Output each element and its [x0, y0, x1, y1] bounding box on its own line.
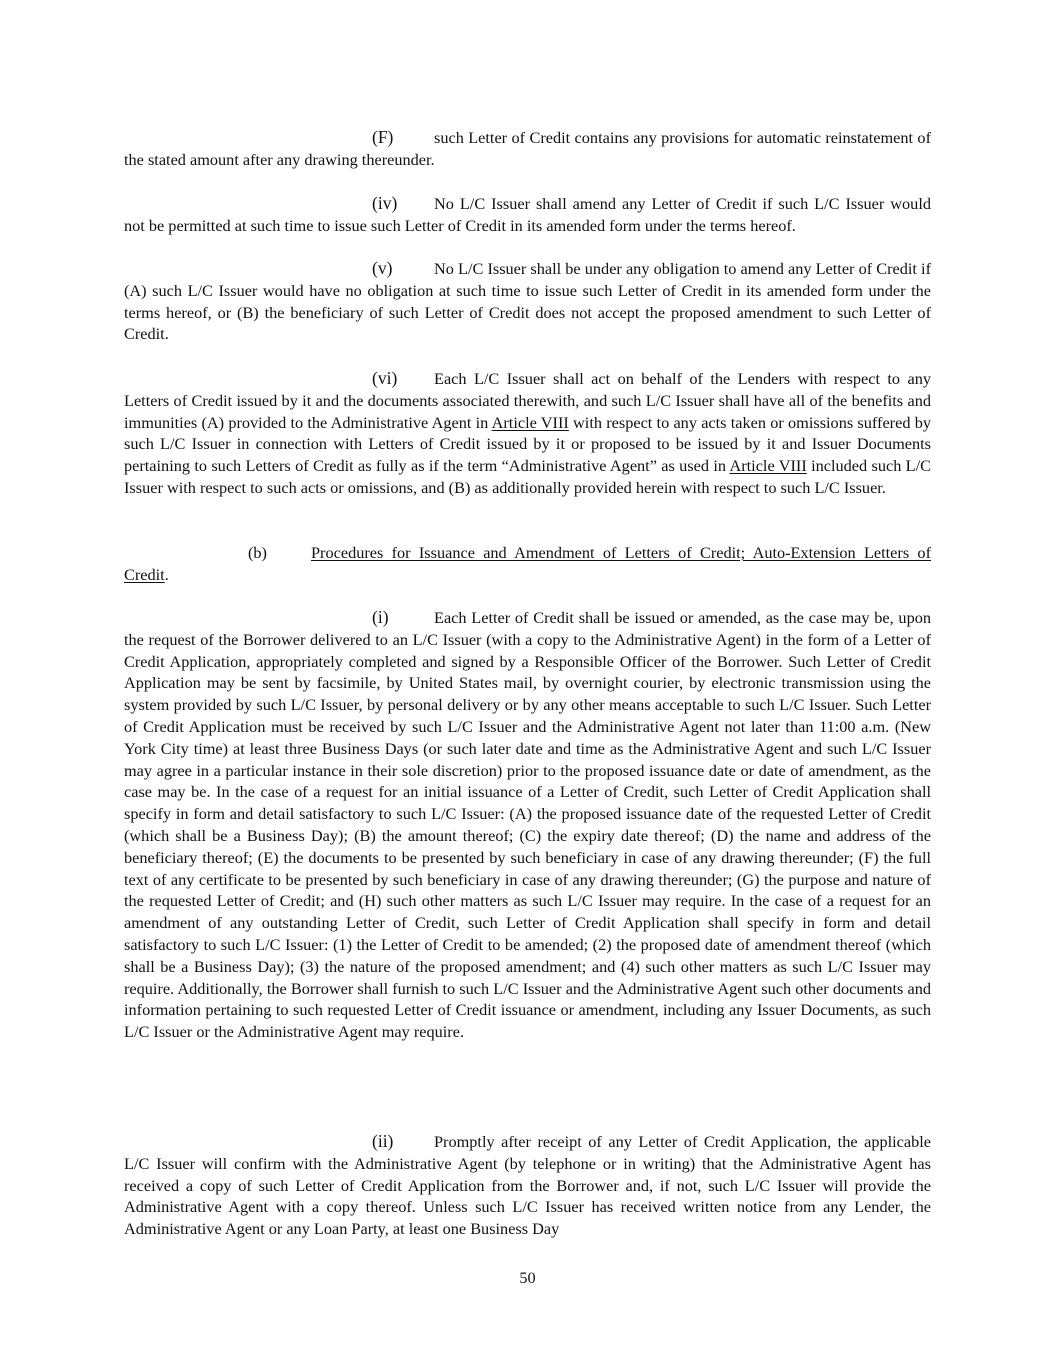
paragraph-v: [124, 258, 931, 345]
paragraph-label: (ii): [372, 1131, 394, 1151]
section-heading: Procedures for Issuance and Amendment of Letters of Credit; Auto-Extension Letters of Credit: [124, 543, 931, 584]
page-number: 50: [519, 1268, 536, 1287]
paragraph-iv: [124, 193, 931, 237]
paragraph-F: [124, 127, 931, 171]
paragraph-text: Promptly after receipt of any Letter of Credit Application, the applicable L/C Issuer will confirm with the Administrative Agent (by telephone or in writing) that the Administrative Agent has received a copy of such Letter of Credit Application from the Borrower and, if not, such L/C Issuer will provide the Administrative Agent with a copy thereof. Unless such L/C Issuer has received written notice from any Lender, the Administrative Agent or any Loan Party, at least one Business Day: [124, 1132, 931, 1239]
paragraph-i: [124, 607, 931, 1043]
heading-suffix: .: [164, 564, 169, 584]
article-viii-reference: Article VIII: [491, 412, 569, 432]
paragraph-ii: [124, 1131, 931, 1240]
paragraph-text: No L/C Issuer shall be under any obligation to amend any Letter of Credit if (A) such L/C Issuer would have no obligation at such time to issue such Letter of Credit in its amended form under the terms hereof, or (B) the beneficiary of such Letter of Credit does not accept the proposed amendment to such Letter of Credit.: [124, 259, 931, 344]
paragraph-text: such Letter of Credit contains any provisions for automatic reinstatement of the stated amount after any drawing thereunder.: [124, 128, 931, 169]
paragraph-label: (iv): [372, 193, 398, 213]
section-heading-b: [124, 542, 931, 586]
paragraph-text: No L/C Issuer shall amend any Letter of Credit if such L/C Issuer would not be permitted at such time to issue such Letter of Credit in its amended form under the terms hereof.: [124, 194, 931, 235]
paragraph-text-3: included such L/C Issuer with respect to such acts or omissions, and (B) as additionally provided herein with respect to such L/C Issuer.: [124, 456, 931, 497]
paragraph-text-1: Each L/C Issuer shall act on behalf of the Lenders with respect to any Letters of Credit issued by it and the documents associated therewith, and such L/C Issuer shall have all of the benefits and immunities (A) provided to the Administrative Agent in: [124, 369, 931, 432]
article-viii-reference: Article VIII: [729, 456, 807, 476]
paragraph-label: (F): [372, 127, 394, 147]
paragraph-label: (v): [372, 258, 393, 278]
paragraph-text: Each Letter of Credit shall be issued or amended, as the case may be, upon the request of the Borrower delivered to an L/C Issuer (with a copy to the Administrative Agent) in the form of a Letter of Credit Application, appropriately completed and signed by a Responsible Officer of the Borrower. Such Letter of Credit Application may be sent by facsimile, by United States mail, by overnight courier, by electronic transmission using the system provided by such L/C Issuer, by personal delivery or by any other means acceptable to such L/C Issuer. Such Letter of Credit Application must be received by such L/C Issuer and the Administrative Agent not later than 11:00 a.m. (New York City time) at least three Business Days (or such later date and time as the Administrative Agent and such L/C Issuer may agree in a particular instance in their sole discretion) prior to the proposed issuance date or date of amendment, as the case may be. In the case of a request for an initial issuance of a Letter of Credit, such Letter of Credit Application shall specify in form and detail satisfactory to such L/C Issuer: (A) the proposed issuance date of the requested Letter of Credit (which shall be a Business Day); (B) the amount thereof; (C) the expiry date thereof; (D) the name and address of the beneficiary thereof; (E) the documents to be presented by such beneficiary in case of any drawing thereunder; (F) the full text of any certificate to be presented by such beneficiary in case of any drawing thereunder; (G) the purpose and nature of the requested Letter of Credit; and (H) such other matters as such L/C Issuer may require. In the case of a request for an amendment of any outstanding Letter of Credit, such Letter of Credit Application shall specify in form and detail satisfactory to such L/C Issuer: (1) the Letter of Credit to be amended; (2) the proposed date of amendment thereof (which shall be a Business Day); (3) the nature of the proposed amendment; and (4) such other matters as such L/C Issuer may require. Additionally, the Borrower shall furnish to such L/C Issuer and the Administrative Agent such other documents and information pertaining to such requested Letter of Credit issuance or amendment, including any Issuer Documents, as such L/C Issuer or the Administrative Agent may require.: [124, 608, 931, 1042]
paragraph-label: (vi): [372, 368, 398, 388]
paragraph-vi: [124, 368, 931, 499]
paragraph-text-2: with respect to any acts taken or omissions suffered by such L/C Issuer in connection with Letters of Credit issued by it or proposed to be issued by it and Issuer Documents pertaining to such Letters of Credit as fully as if the term “Administrative Agent” as used in: [124, 412, 931, 476]
paragraph-label: (i): [372, 607, 389, 627]
section-label: (b): [248, 543, 267, 562]
